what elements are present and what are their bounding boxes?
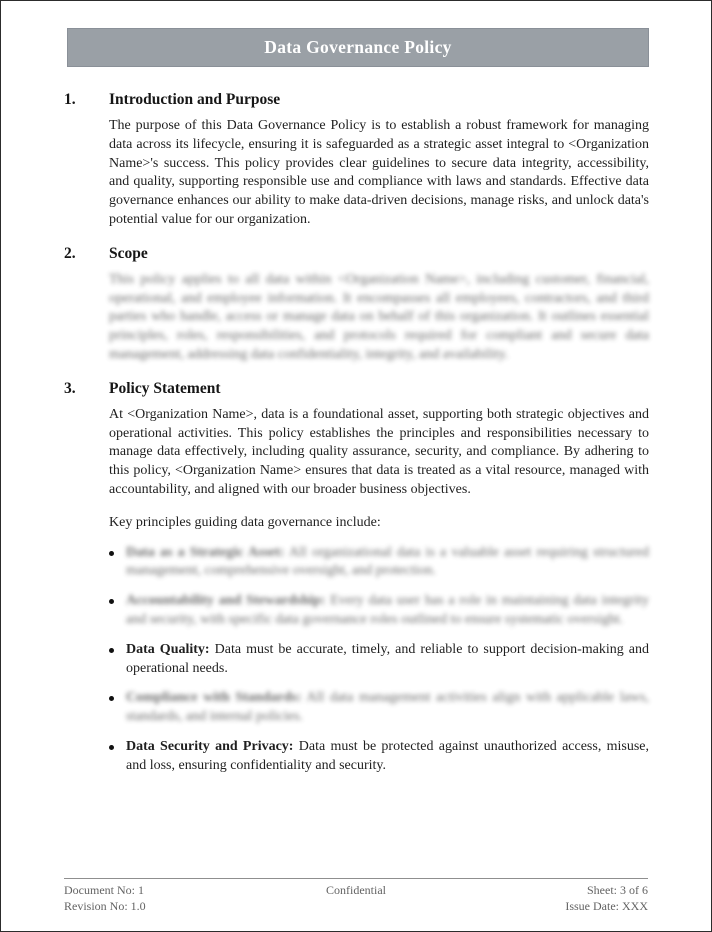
section-introduction-and-purpose: [64, 91, 649, 230]
footer-right: [386, 883, 648, 914]
section-body: [109, 271, 649, 365]
section-heading: [64, 91, 649, 108]
list-item-text: Data Quality: Data must be accurate, timely, and reliable to support decision-making and operational needs.: [126, 641, 649, 676]
list-item-text-blurred: Accountability and Stewardship: Every data user has a role in maintaining data integrity and security, with specific data governance roles outlined to ensure systematic oversight.: [126, 593, 649, 627]
bullet-dot-icon: [109, 745, 114, 750]
section-body: [109, 406, 649, 533]
bullet-dot-icon: [109, 648, 114, 653]
bullet-dot-icon: [109, 696, 114, 701]
section-title: Introduction and Purpose: [109, 91, 281, 108]
section-title: Scope: [109, 244, 148, 262]
list-item-text-blurred: Compliance with Standards: All data management activities align with applicable laws, standards, and internal policies.: [126, 690, 649, 725]
section-body: [109, 117, 649, 230]
section-heading: [64, 380, 649, 397]
footer-sheet: Sheet: 3 of 6: [587, 883, 648, 897]
list-item: [109, 641, 649, 679]
key-principles-list: [109, 544, 649, 776]
list-item-text: Data Security and Privacy: Data must be protected against unauthorized access, misuse, and loss, ensuring confidentiality and security.: [126, 738, 649, 773]
footer-document-no: Document No: 1: [64, 883, 144, 897]
section-title: Policy Statement: [109, 379, 221, 397]
list-item: [109, 544, 649, 582]
footer-left: [64, 883, 326, 914]
document-title-banner: [67, 28, 649, 67]
paragraph-blurred: This policy applies to all data within <Organization Name>, including customer, financial, operational, and employee information. It encompasses all employees, contractors, and third parties who handle, access or manage data on behalf of this organization. It outlines essential principles, roles, responsibilities, and protocols required for compliant and secure data management, addressing data confidentiality, integrity, and availability.: [109, 271, 649, 362]
list-item-text-blurred: Data as a Strategic Asset: All organizational data is a valuable asset requiring structured management, comprehensive oversight, and protection.: [126, 544, 650, 579]
section-heading: [64, 245, 649, 262]
bullet-dot-icon: [109, 551, 114, 556]
footer-classification: Confidential: [326, 883, 386, 897]
document-body: [64, 91, 649, 776]
page-footer: [64, 878, 648, 914]
section-scope: [64, 245, 649, 365]
bullet-dot-icon: [109, 599, 114, 604]
bullet-list-intro: Key principles guiding data governance include:: [109, 514, 381, 530]
footer-revision-no: Revision No: 1.0: [64, 898, 146, 913]
document-title: Data Governance Policy: [264, 37, 452, 57]
section-number: 1.: [64, 91, 76, 108]
list-item: [109, 592, 649, 630]
list-item: [109, 689, 649, 727]
list-item: [109, 738, 649, 776]
paragraph: At <Organization Name>, data is a foundational asset, supporting both strategic objectives and operational activities. This policy establishes the principles and responsibilities necessary to manage data effectively, including quality assurance, security, and compliance. By adhering to this policy, <Organization Name> ensures that data is treated as a vital resource, managed with accountability, and aligned with our broader business objectives.: [109, 406, 649, 497]
section-number: 2.: [64, 244, 76, 262]
paragraph: The purpose of this Data Governance Policy is to establish a robust framework for managing data across its lifecycle, ensuring it is safeguarded as a strategic asset integral to <Organization Name>'s success. This policy provides clear guidelines to secure data integrity, accessibility, and quality, supporting responsible use and compliance with laws and standards. Effective data governance enhances our ability to make data-driven decisions, manage risks, and unlock data's potential value for our organization.: [109, 118, 649, 227]
section-number: 3.: [64, 379, 76, 397]
section-policy-statement: [64, 380, 649, 776]
footer-issue-date: Issue Date: XXX: [565, 898, 648, 913]
